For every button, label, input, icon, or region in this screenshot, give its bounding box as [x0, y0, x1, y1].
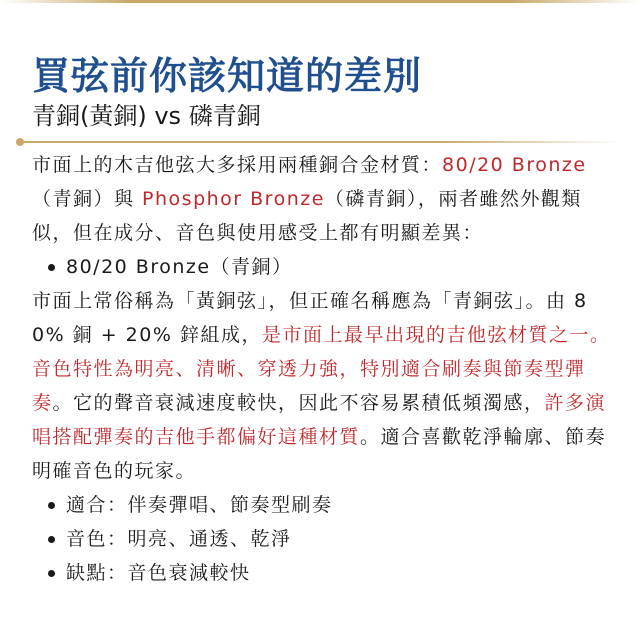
bullet-dot-icon: [48, 502, 55, 509]
description-text-2: 。它的聲音衰減速度較快，因此不容易累積低頻濁感，: [52, 392, 545, 414]
feature-drawback: 缺點：音色衰減較快: [66, 562, 251, 584]
list-item: [32, 488, 612, 522]
article-body: [32, 148, 612, 590]
section-subtitle: 青銅(黃銅) vs 磷青銅: [32, 102, 261, 130]
intro-text-3: （磷青銅），兩者雖然外觀類似，但在成分、音色與使用感受上都有明顯差異：: [32, 188, 582, 244]
feature-suitable: 適合：伴奏彈唱、節奏型刷奏: [66, 494, 333, 516]
description-text-1: 市面上常俗稱為「黃銅弦」，但正確名稱應為「青銅弦」。由 80% 銅 + 20% 鋅組成，: [32, 290, 588, 346]
intro-paragraph: [32, 148, 612, 250]
intro-text-1: 市面上的木吉他弦大多採用兩種銅合金材質：: [32, 154, 443, 176]
description-paragraph: [32, 284, 612, 488]
features-list: [32, 488, 612, 590]
intro-text-2: （青銅）與: [32, 188, 143, 210]
description-highlight-2: 許多演唱搭配彈奏的吉他手都偏好這種材質: [32, 392, 607, 448]
list-item: [32, 556, 612, 590]
description-text-3: 。適合喜歡乾淨輪廓、節奏明確音色的玩家。: [32, 426, 607, 482]
gold-divider: [20, 141, 620, 143]
section-bullet-label: 80/20 Bronze（青銅）: [66, 256, 293, 278]
bullet-dot-icon: [48, 264, 55, 271]
list-item: [32, 250, 612, 284]
phosphor-term: Phosphor Bronze: [142, 188, 325, 210]
top-decorative-line: [0, 0, 640, 3]
list-item: [32, 522, 612, 556]
bronze-term: 80/20 Bronze: [442, 154, 587, 176]
feature-tone: 音色：明亮、通透、乾淨: [66, 528, 292, 550]
page-title: 買弦前你該知道的差別: [32, 54, 423, 99]
bullet-dot-icon: [48, 536, 55, 543]
description-highlight-1: 是市面上最早出現的吉他弦材質之一。音色特性為明亮、清晰、穿透力強，特別適合刷奏與節奏型彈奏: [32, 324, 611, 414]
section-bullet-list: [32, 250, 612, 284]
bullet-dot-icon: [48, 570, 55, 577]
